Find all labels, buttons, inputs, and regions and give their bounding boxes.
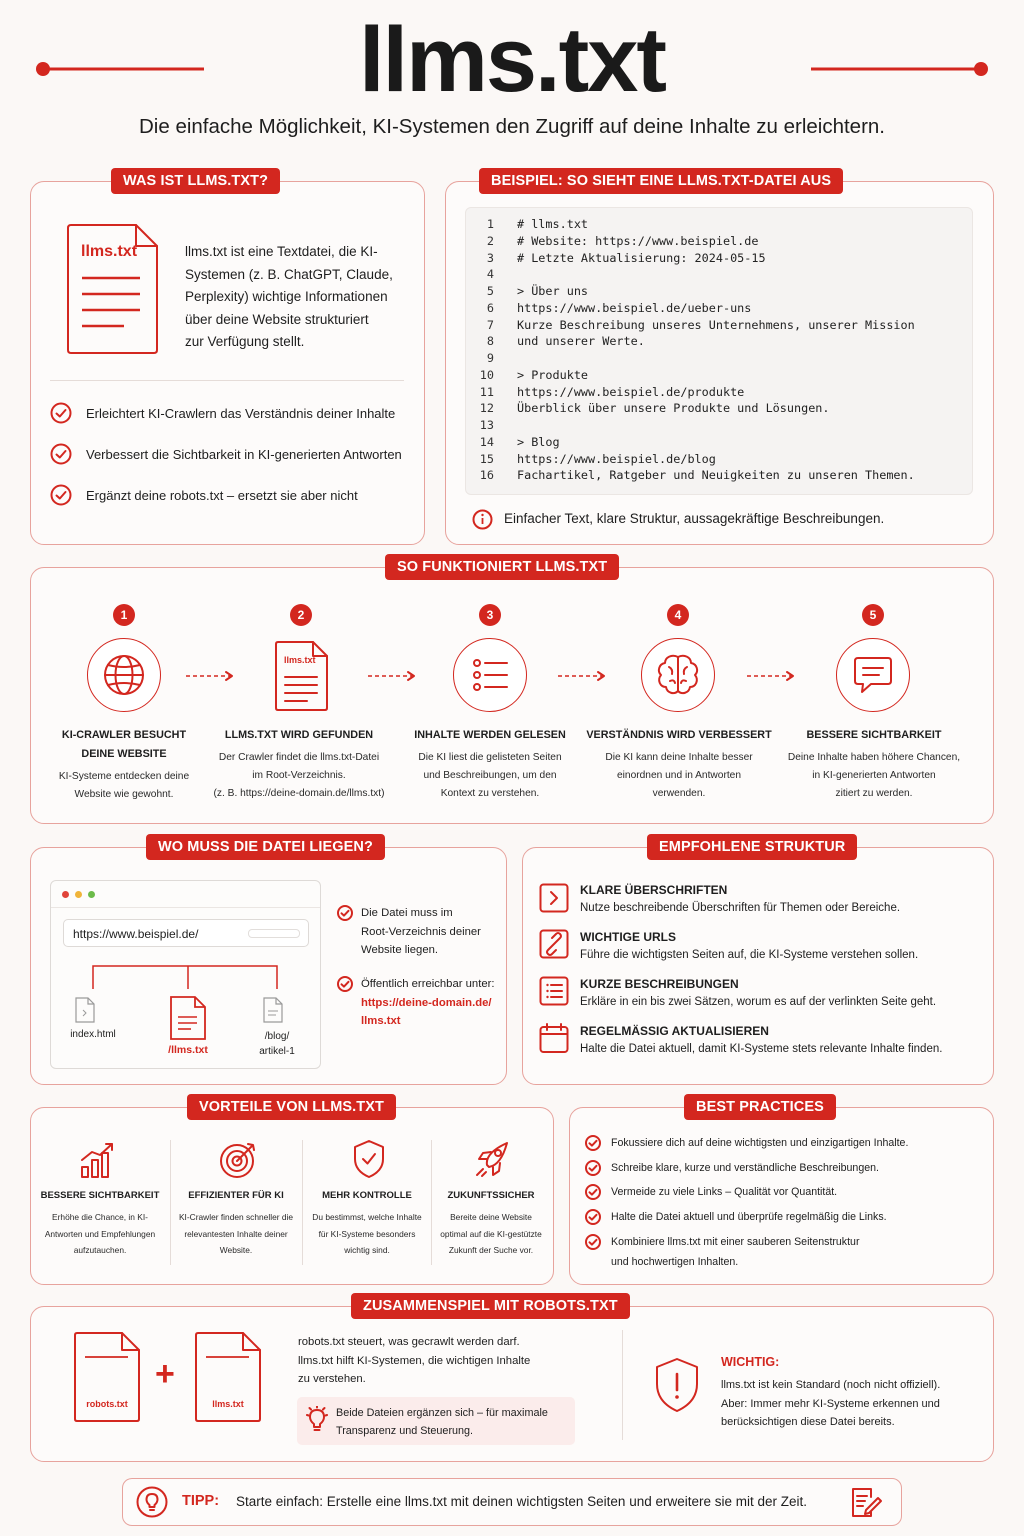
line-number: 12 <box>479 401 494 416</box>
line-number: 6 <box>486 300 494 315</box>
hint-box: Beide Dateien ergänzen sich – für maximale Transparenz und Steuerung. <box>297 1397 575 1445</box>
code-text: > Produkte <box>517 367 589 382</box>
arrow-icon <box>186 670 236 682</box>
info-icon <box>472 509 493 530</box>
chat-icon <box>836 638 910 712</box>
line-number: 15 <box>479 451 494 466</box>
best-practices-tag: BEST PRACTICES <box>684 1094 836 1120</box>
how-tag: SO FUNKTIONIERT LLMS.TXT <box>385 554 619 580</box>
check-circle-icon <box>50 443 72 465</box>
important-label: WICHTIG: <box>721 1355 780 1369</box>
what-tag: WAS IST LLMS.TXT? <box>111 168 280 194</box>
structure-tag: EMPFOHLENE STRUKTUR <box>647 834 857 860</box>
best-practice-1: Fokussiere dich auf deine wichtigsten und einzigartigen Inhalte. <box>585 1133 908 1153</box>
code-line <box>466 300 752 315</box>
code-block <box>465 207 973 495</box>
line-number: 7 <box>486 317 494 332</box>
line-number: 4 <box>486 267 494 282</box>
lightbulb-icon <box>306 1406 328 1432</box>
benefits-tag: VORTEILE VON LLMS.TXT <box>187 1094 396 1120</box>
structure-item-2: WICHTIGE URLS Führe die wichtigsten Seiten auf, die KI-Systeme verstehen sollen. <box>580 930 919 961</box>
code-text: # Website: https://www.beispiel.de <box>517 233 759 248</box>
step-5: BESSERE SICHTBARKEIT Deine Inhalte haben höhere Chancen, in KI-generierten Antworten zitiert zu werden. <box>787 729 961 799</box>
code-text: https://www.beispiel.de/produkte <box>517 384 745 399</box>
code-text: # Letzte Aktualisierung: 2024-05-15 <box>517 250 766 265</box>
file-icon <box>262 996 284 1024</box>
best-practice-3: Vermeide zu viele Links – Qualität vor Quantität. <box>585 1182 837 1202</box>
line-number: 9 <box>486 351 494 365</box>
rocket-icon <box>471 1139 513 1181</box>
code-line <box>466 384 745 399</box>
code-text: Überblick über unsere Produkte und Lösungen. <box>517 401 830 416</box>
line-number: 13 <box>479 418 494 432</box>
browser-window <box>50 880 321 1069</box>
code-text: https://www.beispiel.de/ueber-uns <box>517 300 752 315</box>
best-practice-4: Halte die Datei aktuell und überprüfe regelmäßig die Links. <box>585 1207 887 1227</box>
step-4: VERSTÄNDNIS WIRD VERBESSERT Die KI kann deine Inhalte besser einordnen und in Antworten verwenden. <box>586 729 772 799</box>
benefit-1: BESSERE SICHTBARKEIT Erhöhe die Chance, in KI- Antworten und Empfehlungen aufzutauchen. <box>40 1190 160 1255</box>
page-title: llms.txt <box>358 9 666 111</box>
code-text: und unserer Werte. <box>517 334 645 349</box>
check-circle-icon <box>337 905 353 921</box>
step-number: 5 <box>862 604 884 626</box>
list-icon <box>453 638 527 712</box>
best-practice-5: Kombiniere llms.txt mit einer sauberen Seitenstruktur und hochwertigen Inhalten. <box>585 1232 859 1272</box>
together-tag: ZUSAMMENSPIEL MIT ROBOTS.TXT <box>351 1293 630 1319</box>
domain-link[interactable]: https://deine-domain.de/ <box>361 996 492 1009</box>
file-icon <box>74 996 96 1024</box>
warning-shield-icon <box>653 1356 701 1414</box>
code-line <box>466 250 766 265</box>
address-url: https://www.beispiel.de/ <box>73 927 199 941</box>
domain-link-cont[interactable]: llms.txt <box>361 1015 401 1027</box>
step-number: 3 <box>479 604 501 626</box>
check-circle-icon <box>585 1234 601 1250</box>
together-text: robots.txt steuert, was gecrawlt werden darf. llms.txt hilft KI-Systemen, die wichtigen Inhalte zu verstehen. <box>298 1336 531 1385</box>
globe-icon <box>87 638 161 712</box>
shield-icon <box>352 1139 386 1179</box>
line-number: 16 <box>479 468 494 483</box>
file-icon <box>273 640 331 712</box>
page-subtitle: Die einfache Möglichkeit, KI-Systemen den Zugriff auf deine Inhalte zu erleichtern. <box>139 115 885 138</box>
step-number: 4 <box>667 604 689 626</box>
structure-item-3: KURZE BESCHREIBUNGEN Erkläre in ein bis zwei Sätzen, worum es auf der verlinkten Seite geht. <box>580 977 937 1008</box>
line-number: 8 <box>486 334 494 349</box>
lightbulb-icon <box>136 1486 168 1518</box>
example-tag: BEISPIEL: SO SIEHT EINE LLMS.TXT-DATEI AUS <box>479 168 843 194</box>
line-number: 11 <box>479 384 494 399</box>
llms-file-label: llms.txt <box>81 243 138 260</box>
robots-file-label: robots.txt <box>86 1399 128 1409</box>
what-description: llms.txt ist eine Textdatei, die KI- Systemen (z. B. ChatGPT, Claude, Perplexity) wichtige Informationen über deine Website strukturiert zur Verfügung stellt. <box>185 244 393 349</box>
file-label-index: index.html <box>70 1029 116 1040</box>
code-line <box>466 351 494 365</box>
edit-document-icon <box>849 1485 883 1519</box>
line-number: 2 <box>486 233 494 248</box>
where-point-2: Öffentlich erreichbar unter: https://deine-domain.de/ llms.txt <box>361 975 495 1031</box>
code-text: # llms.txt <box>517 217 589 231</box>
example-note: Einfacher Text, klare Struktur, aussagekräftige Beschreibungen. <box>504 511 885 526</box>
where-point-1: Die Datei muss im Root-Verzeichnis deiner Website liegen. <box>361 907 481 956</box>
step-3: INHALTE WERDEN GELESEN Die KI liest die gelisteten Seiten und Beschreibungen, um den Kontext zu verstehen. <box>414 729 566 799</box>
code-line <box>466 434 560 449</box>
benefit-2: EFFIZIENTER FÜR KI KI-Crawler finden schneller die relevantesten Inhalte deiner Website. <box>178 1190 294 1255</box>
what-check-2: Verbessert die Sichtbarkeit in KI-generierten Antworten <box>50 443 402 465</box>
chart-icon <box>78 1140 118 1180</box>
code-line <box>466 267 494 281</box>
chevron-icon <box>539 883 569 913</box>
code-line <box>466 317 915 332</box>
code-line <box>466 451 716 466</box>
list-icon <box>539 976 569 1006</box>
check-circle-icon <box>585 1209 601 1225</box>
brain-icon <box>641 638 715 712</box>
step-file-label: llms.txt <box>284 655 316 665</box>
best-practice-2: Schreibe klare, kurze und verständliche Beschreibungen. <box>585 1158 879 1178</box>
benefit-3: MEHR KONTROLLE Du bestimmst, welche Inhalte für KI-Systeme besonders wichtig sind. <box>312 1190 422 1255</box>
llms-file-icon <box>193 1330 263 1424</box>
code-line <box>466 284 589 298</box>
step-1: KI-CRAWLER BESUCHT DEINE WEBSITE KI-Systeme entdecken deine Website wie gewohnt. <box>58 729 190 800</box>
check-circle-icon <box>337 976 353 992</box>
what-check-3: Ergänzt deine robots.txt – ersetzt sie aber nicht <box>50 484 358 506</box>
tip-text: Starte einfach: Erstelle eine llms.txt mit deinen wichtigsten Seiten und erweitere sie mit der Zeit. <box>236 1494 808 1509</box>
code-line <box>466 233 759 248</box>
target-icon <box>217 1139 259 1181</box>
link-icon <box>539 929 569 959</box>
line-number: 10 <box>479 367 494 382</box>
file-label-blog: /blog/ artikel-1 <box>259 1031 295 1057</box>
calendar-icon <box>539 1022 569 1054</box>
check-circle-icon <box>585 1135 601 1151</box>
plus-sign: + <box>155 1355 175 1393</box>
divider <box>50 380 404 381</box>
step-2: LLMS.TXT WIRD GEFUNDEN Der Crawler findet die llms.txt-Datei im Root-Verzeichnis. (z. B. https://deine-domain.de/llms.txt) <box>213 729 385 799</box>
code-text: > Blog <box>517 434 560 449</box>
file-label-llms: /llms.txt <box>168 1044 208 1056</box>
code-line <box>466 468 915 483</box>
line-number: 14 <box>479 434 494 449</box>
check-circle-icon <box>50 484 72 506</box>
arrow-icon <box>558 670 608 682</box>
llms-file-label: llms.txt <box>212 1399 244 1409</box>
step-number: 1 <box>113 604 135 626</box>
code-line <box>466 334 645 349</box>
code-text: > Über uns <box>517 284 589 298</box>
line-number: 1 <box>486 217 494 231</box>
code-line <box>466 217 589 231</box>
line-number: 5 <box>486 284 494 298</box>
llms-file-icon <box>169 995 207 1041</box>
code-text: https://www.beispiel.de/blog <box>517 451 716 466</box>
arrow-icon <box>368 670 418 682</box>
arrow-icon <box>747 670 797 682</box>
code-line <box>466 418 494 432</box>
where-tag: WO MUSS DIE DATEI LIEGEN? <box>146 834 385 860</box>
tip-label: TIPP: <box>182 1493 220 1509</box>
code-text: Kurze Beschreibung unseres Unternehmens, unserer Mission <box>517 317 915 332</box>
step-number: 2 <box>290 604 312 626</box>
important-text: llms.txt ist kein Standard (noch nicht offiziell). Aber: Immer mehr KI-Systeme erkennen und berücksichtigen diese Datei bereits. <box>721 1379 941 1428</box>
line-number: 3 <box>486 250 494 265</box>
check-circle-icon <box>50 402 72 424</box>
code-line <box>466 367 589 382</box>
robots-file-icon <box>72 1330 142 1424</box>
structure-item-1: KLARE ÜBERSCHRIFTEN Nutze beschreibende Überschriften für Themen oder Bereiche. <box>580 883 901 914</box>
check-circle-icon <box>585 1160 601 1176</box>
check-circle-icon <box>585 1184 601 1200</box>
what-check-1: Erleichtert KI-Crawlern das Verständnis deiner Inhalte <box>50 402 395 424</box>
structure-item-4: REGELMÄSSIG AKTUALISIEREN Halte die Datei aktuell, damit KI-Systeme stets relevante Inhalte finden. <box>580 1024 943 1055</box>
code-line <box>466 401 830 416</box>
benefit-4: ZUKUNFTSSICHER Bereite deine Website optimal auf die KI-gestützte Zukunft der Suche vor. <box>440 1190 542 1255</box>
code-text: Fachartikel, Ratgeber und Neuigkeiten zu unseren Themen. <box>517 468 915 483</box>
